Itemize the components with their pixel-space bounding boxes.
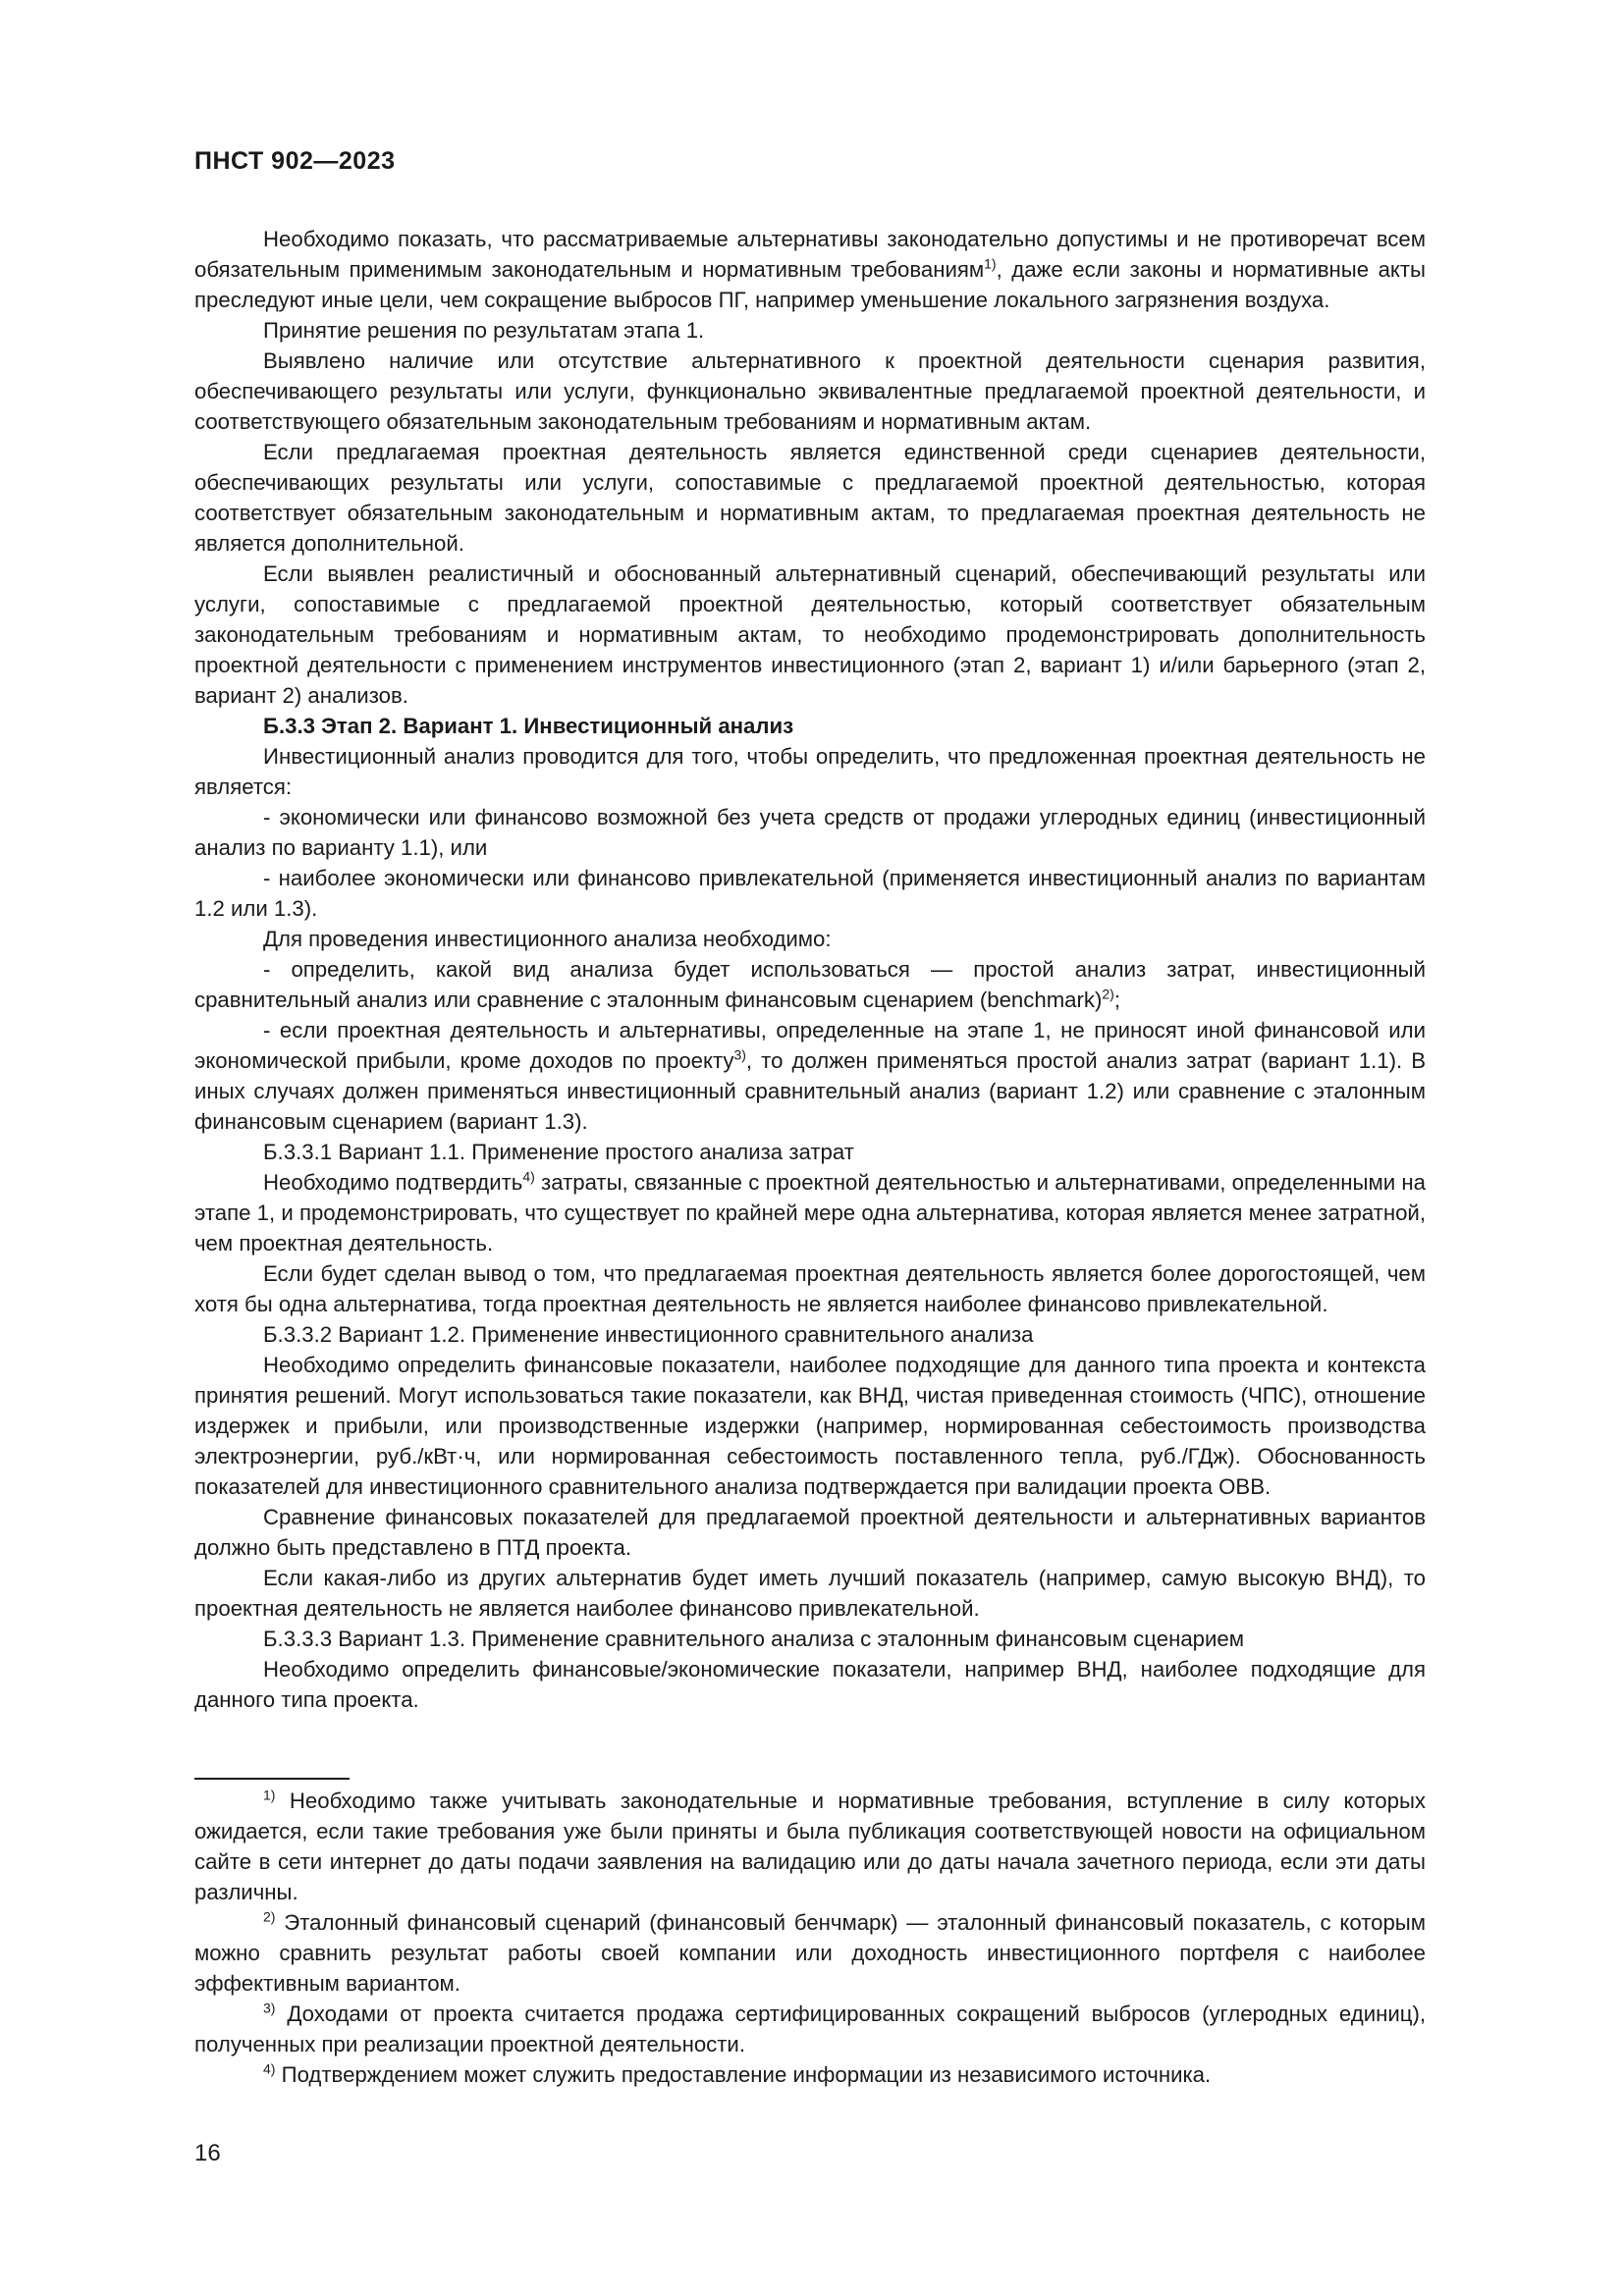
paragraph: Принятие решения по результатам этапа 1. (263, 318, 705, 343)
subsection-heading: Б.3.3.1 Вариант 1.1. Применение простого анализа затрат (263, 1140, 854, 1164)
footnote-ref[interactable]: 2) (1102, 986, 1114, 1002)
footnote-mark: 2) (263, 1908, 276, 1925)
paragraph: Если какая-либо из других альтернатив будет иметь лучший показатель (например, самую высокую ВНД), то проектная деятельность не является наиболее финансово привлекательной. (194, 1566, 1426, 1621)
document-id: ПНСТ 902—2023 (194, 147, 396, 175)
paragraph: Инвестиционный анализ проводится для того, чтобы определить, что предложенная проектная деятельность не является: (194, 744, 1426, 799)
footnote-ref[interactable]: 1) (984, 255, 997, 272)
paragraph: Необходимо определить финансовые/экономические показатели, например ВНД, наиболее подходящие для данного типа проекта. (194, 1657, 1426, 1712)
subsection-heading: Б.3.3.3 Вариант 1.3. Применение сравнительного анализа с эталонным финансовым сценарием (263, 1627, 1244, 1651)
paragraph: Если предлагаемая проектная деятельность является единственной среди сценариев деятельности, обеспечивающих результаты или услуги, сопоставимые с предлагаемой проектной деятельностью, которая соответствует обязательным законодательным и нормативным актам, то предлагаемая проектная деятельность не является дополнительной. (194, 440, 1426, 556)
paragraph: Необходимо подтвердить$^{4)}$ затраты, связанные с проектной деятельностью и альтернативами, определенными на этапе 1, и продемонстрировать, что существует по крайней мере одна альтернатива, которая является менее затратной, чем проектная деятельность. (194, 1168, 1426, 1255)
page-number: 16 (194, 2140, 221, 2166)
main-text (194, 224, 1426, 1715)
paragraph: Необходимо показать, что рассматриваемые альтернативы законодательно допустимы и не противоречат всем обязательным применимым законодательным и нормативным требованиям$^{1)}$, даже если законы и нормативные акты преследуют иные цели, чем сокращение выбросов ПГ, например уменьшение локального загрязнения воздуха. (194, 227, 1426, 312)
paragraph: Необходимо определить финансовые показатели, наиболее подходящие для данного типа проекта и контекста принятия решений. Могут использоваться такие показатели, как ВНД, чистая приведенная стоимость (ЧПС), отношение издержек и прибыли, или производственные издержки (например, нормированная себестоимость производства электроэнергии, руб./кВт·ч, или нормированная себестоимость поставленного тепла, руб./ГДж). Обоснованность показателей для инвестиционного сравнительного анализа подтверждается при валидации проекта ОВВ. (194, 1353, 1426, 1499)
paragraph: Если будет сделан вывод о том, что предлагаемая проектная деятельность является более дорогостоящей, чем хотя бы одна альтернатива, тогда проектная деятельность не является наиболее финансово привлекательной. (194, 1261, 1426, 1316)
list-item: - определить, какой вид анализа будет использоваться — простой анализ затрат, инвестиционный сравнительный анализ или сравнение с эталонным финансовым сценарием (benchmark)$^{2)}$; (194, 957, 1426, 1012)
list-item: - экономически или финансово возможной без учета средств от продажи углеродных единиц (инвестиционный анализ по варианту 1.1), или (194, 805, 1426, 860)
footnote-ref[interactable]: 3) (733, 1046, 746, 1063)
list-item: - наиболее экономически или финансово привлекательной (применяется инвестиционный анализ по вариантам 1.2 или 1.3). (194, 866, 1426, 921)
footnote: $^{4)}$ Подтверждением может служить предоставление информации из независимого источника. (263, 2060, 1212, 2087)
footnote: $^{3)}$ Доходами от проекта считается продажа сертифицированных сокращений выбросов (углеродных единиц), полученных при реализации проектной деятельности. (194, 2000, 1426, 2056)
footnotes (194, 1786, 1426, 2090)
footnote-mark: 4) (263, 2060, 276, 2077)
footnote-mark: 3) (263, 2000, 276, 2016)
footnote-ref[interactable]: 4) (522, 1168, 535, 1185)
paragraph: Выявлено наличие или отсутствие альтернативного к проектной деятельности сценария развития, обеспечивающего результаты или услуги, функционально эквивалентные предлагаемой проектной деятельности, и соответствующего обязательным законодательным требованиям и нормативным актам. (194, 348, 1426, 434)
paragraph: Для проведения инвестиционного анализа необходимо: (263, 927, 832, 951)
footnote-divider (194, 1778, 350, 1780)
section-heading: Б.3.3 Этап 2. Вариант 1. Инвестиционный анализ (263, 714, 794, 738)
subsection-heading: Б.3.3.2 Вариант 1.2. Применение инвестиционного сравнительного анализа (263, 1322, 1034, 1347)
paragraph: Сравнение финансовых показателей для предлагаемой проектной деятельности и альтернативных вариантов должно быть представлено в ПТД проекта. (194, 1505, 1426, 1560)
list-item: - если проектная деятельность и альтернативы, определенные на этапе 1, не приносят иной финансовой или экономической прибыли, кроме доходов по проекту$^{3)}$, то должен применяться простой анализ затрат (вариант 1.1). В иных случаях должен применяться инвестиционный сравнительный анализ (вариант 1.2) или сравнение с эталонным финансовым сценарием (вариант 1.3). (194, 1018, 1427, 1134)
paragraph: Если выявлен реалистичный и обоснованный альтернативный сценарий, обеспечивающий результаты или услуги, сопоставимые с предлагаемой проектной деятельностью, который соответствует обязательным законодательным требованиям и нормативным актам, то необходимо продемонстрировать дополнительность проектной деятельности с применением инструментов инвестиционного (этап 2, вариант 1) и/или барьерного (этап 2, вариант 2) анализов. (194, 561, 1426, 708)
footnote-mark: 1) (263, 1787, 276, 1803)
footnote: $^{1)}$ Необходимо также учитывать законодательные и нормативные требования, вступление в силу которых ожидается, если такие требования уже были приняты и была публикация соответствующей новости на официальном сайте в сети интернет до даты подачи заявления на валидацию или до даты начала зачетного периода, если эти даты различны. (194, 1787, 1426, 1904)
footnote: $^{2)}$ Эталонный финансовый сценарий (финансовый бенчмарк) — эталонный финансовый показатель, с которым можно сравнить результат работы своей компании или доходность инвестиционного портфеля с наиболее эффективным вариантом. (194, 1908, 1426, 1996)
